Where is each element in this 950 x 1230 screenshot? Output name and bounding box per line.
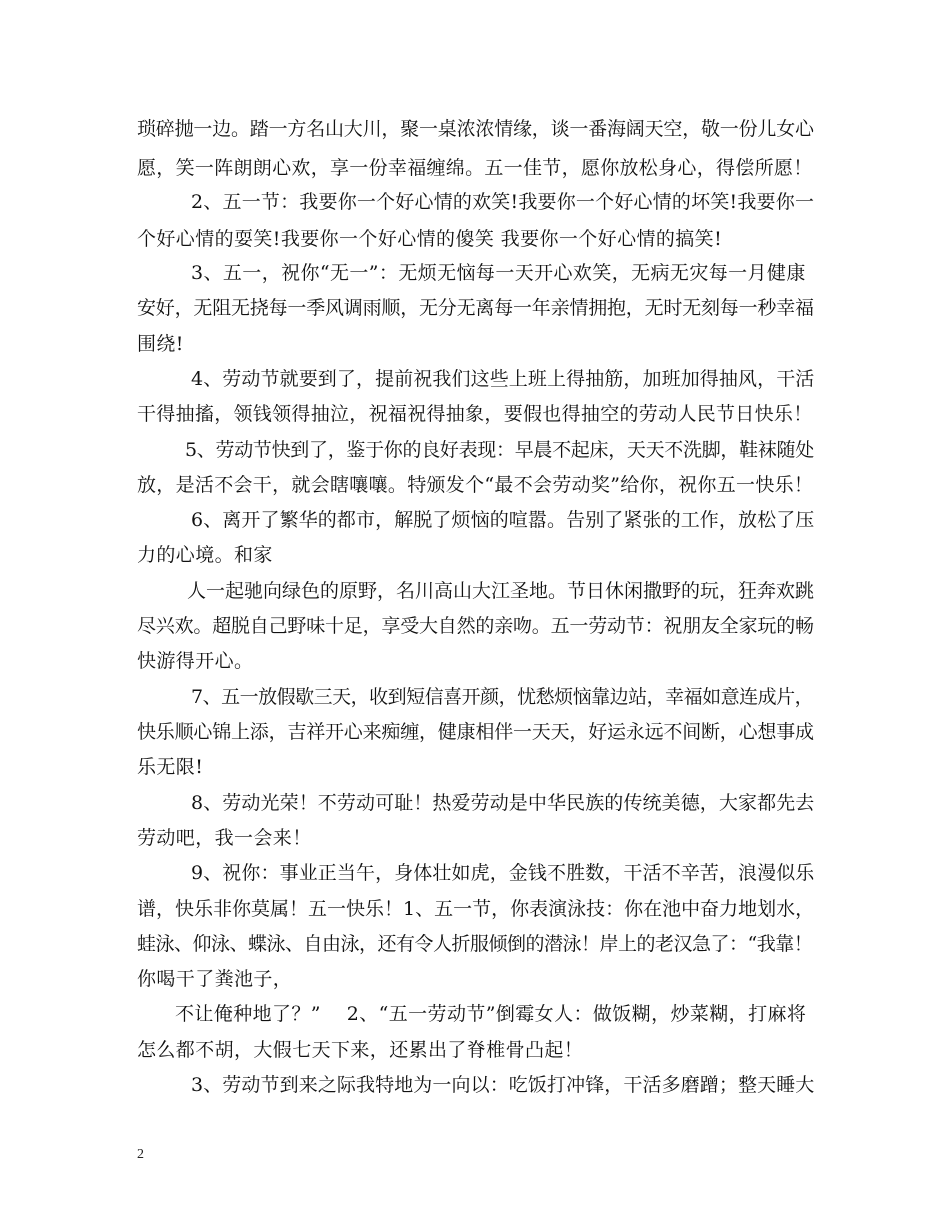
text-line: 尽兴欢。超脱自己野味十足，享受大自然的亲吻。五一劳动节：祝朋友全家玩的畅 <box>137 615 814 637</box>
text-line: 你喝干了粪池子， <box>137 968 293 990</box>
text-line: 谱，快乐非你莫属！五一快乐！1、五一节，你表演泳技：你在池中奋力地划水， <box>137 898 815 920</box>
text-line: 干得抽搐，领钱领得抽泣，祝福祝得抽象，要假也得抽空的劳动人民节日快乐！ <box>137 403 813 425</box>
text-line: 8、劳动光荣！不劳动可耻！热爱劳动是中华民族的传统美德，大家都先去 <box>191 792 815 814</box>
text-line: 乐无限! <box>137 756 204 778</box>
text-line: 安好，无阻无挠每一季风调雨顺，无分无离每一年亲情拥抱，无时无刻每一秒幸福 <box>137 297 814 319</box>
text-line: 3、五一，祝你“无一”：无烦无恼每一天开心欢笑，无病无灾每一月健康 <box>191 262 806 284</box>
text-line: 不让俺种地了？” 2、“五一劳动节”倒霉女人：做饭糊，炒菜糊，打麻将 <box>175 1003 807 1025</box>
text-line: 人一起驰向绿色的原野，名川高山大江圣地。节日休闲撒野的玩，狂奔欢跳 <box>187 580 815 602</box>
page-number: 2 <box>137 1147 144 1162</box>
text-line: 5、劳动节快到了，鉴于你的良好表现：早晨不起床，天天不洗脚，鞋袜随处 <box>185 439 814 461</box>
text-line: 琐碎抛一边。踏一方名山大川，聚一桌浓浓情缘，谈一番海阔天空，敬一份儿女心 <box>137 118 814 140</box>
text-line: 2、五一节：我要你一个好心情的欢笑!我要你一个好心情的坏笑!我要你一 <box>191 191 815 213</box>
text-line: 围绕! <box>137 333 184 355</box>
text-line: 蛙泳、仰泳、蝶泳、自由泳，还有令人折服倾倒的潜泳！岸上的老汉急了：“我靠！ <box>137 933 813 955</box>
text-line: 怎么都不胡，大假七天下来，还累出了脊椎骨凸起！ <box>137 1039 584 1061</box>
text-line: 6、离开了繁华的都市，解脱了烦恼的喧嚣。告别了紧张的工作，放松了压 <box>191 509 815 531</box>
text-line: 快游得开心。 <box>137 650 254 672</box>
text-line: 9、祝你：事业正当午，身体壮如虎，金钱不胜数，干活不辛苦，浪漫似乐 <box>191 862 815 884</box>
text-line: 4、劳动节就要到了，提前祝我们这些上班上得抽筋，加班加得抽风，干活 <box>191 368 815 390</box>
text-line: 放，是活不会干，就会瞎嚷嚷。特颁发个“最不会劳动奖”给你，祝你五一快乐！ <box>137 474 814 496</box>
text-line: 愿，笑一阵朗朗心欢，享一份幸福缠绵。五一佳节，愿你放松身心，得偿所愿！ <box>137 157 813 179</box>
text-line: 个好心情的耍笑!我要你一个好心情的傻笑 我要你一个好心情的搞笑! <box>137 228 723 250</box>
text-line: 力的心境。和家 <box>137 544 273 566</box>
text-line: 7、五一放假歇三天，收到短信喜开颜，忧愁烦恼靠边站，幸福如意连成片， <box>191 686 814 708</box>
text-line: 快乐顺心锦上添，吉祥开心来痴缠，健康相伴一天天，好运永远不间断，心想事成 <box>137 721 814 743</box>
text-line: 劳动吧，我一会来！ <box>137 827 312 849</box>
text-line: 3、劳动节到来之际我特地为一向以：吃饭打冲锋，干活多磨蹭；整天睡大 <box>191 1074 815 1096</box>
